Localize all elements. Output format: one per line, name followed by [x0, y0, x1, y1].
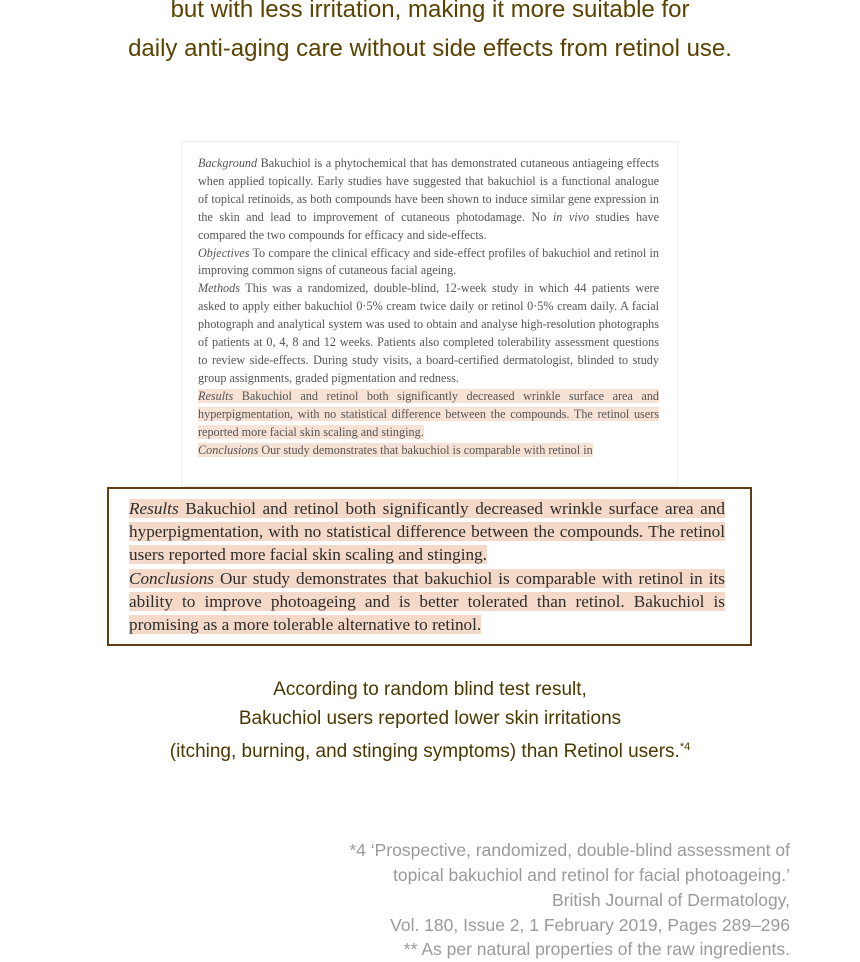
- conclusions-text: Our study demonstrates that bakuchiol is comparable with retinol in: [261, 442, 593, 457]
- claim-line-1: According to random blind test result,: [273, 679, 587, 700]
- objectives-text: To compare the clinical efficacy and side-effect profiles of bakuchiol and retinol in improving common signs of cutaneous facial ageing.: [198, 245, 659, 278]
- reference-line-5: ** As per natural properties of the raw ingredients.: [403, 939, 790, 959]
- abstract-background: [198, 155, 659, 245]
- background-label: Background: [198, 156, 258, 170]
- abstract-conclusions: [198, 442, 659, 460]
- reference-line-2: topical bakuchiol and retinol for facial photoageing.’: [393, 865, 790, 885]
- highlighted-conclusion-box: [107, 487, 752, 646]
- zoom-results-text: Bakuchiol and retinol both significantly decreased wrinkle surface area and hyperpigmentation, with no statistical difference between the compounds. The retinol users reported more facial skin scaling and stinging.: [129, 499, 725, 565]
- abstract-results: [198, 388, 659, 442]
- zoom-conclusions: [129, 567, 725, 637]
- reference-line-3: British Journal of Dermatology,: [552, 890, 790, 910]
- footnote-marker: *4: [679, 741, 691, 753]
- reference-line-1: *4 ‘Prospective, randomized, double-blind assessment of: [349, 840, 790, 860]
- reference-line-4: Vol. 180, Issue 2, 1 February 2019, Pages 289–296: [390, 915, 790, 935]
- background-text-2: studies have compared the two compounds for efficacy and side-effects.: [198, 209, 659, 242]
- paper-abstract-excerpt: [181, 141, 678, 487]
- claim-line-2: Bakuchiol users reported lower skin irritations: [238, 708, 622, 729]
- abstract-objectives: [198, 245, 659, 281]
- objectives-label: Objectives: [198, 245, 250, 260]
- results-text: Bakuchiol and retinol both significantly decreased wrinkle surface area and hyperpigmentation, with no statistical difference between the compounds. The retinol users reported more facial skin scaling and stinging.: [198, 388, 660, 439]
- results-label: Results: [198, 388, 234, 403]
- intro-line-1: but with less irritation, making it more suitable for: [170, 0, 690, 23]
- conclusions-label: Conclusions: [198, 442, 259, 457]
- intro-line-2: daily anti-aging care without side effects from retinol use.: [128, 35, 732, 62]
- zoom-conclusions-label: Conclusions: [129, 568, 214, 588]
- zoom-results-label: Results: [129, 499, 179, 518]
- claim-line-3-text: (itching, burning, and stinging symptoms) than Retinol users.: [169, 741, 680, 762]
- abstract-text: [198, 155, 659, 459]
- abstract-methods: [198, 280, 659, 387]
- zoom-text: [129, 497, 725, 636]
- methods-label: Methods: [198, 281, 240, 296]
- zoom-conclusions-text: Our study demonstrates that bakuchiol is comparable with retinol in its ability to improve photoageing and is better tolerated than retinol. Bakuchiol is promising as a more tolerable alternative to retinol.: [129, 568, 725, 635]
- zoom-results: [129, 497, 725, 567]
- background-text: Bakuchiol is a phytochemical that has demonstrated cutaneous antiageing effects when applied topically. Early studies have suggested that bakuchiol is a functional analogue of topical retinoids, as both compounds have been shown to induce similar gene expression in the skin and lead to improvement of cutaneous photodamage. No: [198, 156, 660, 224]
- methods-text: This was a randomized, double-blind, 12-week study in which 44 patients were asked to apply either bakuchiol 0·5% cream twice daily or retinol 0·5% cream daily. A facial photograph and analytical system was used to obtain and analyse high-resolution photographs of patients at 0, 4, 8 and 12 weeks. Patients also completed tolerability assessment questions to review side-effects. During study visits, a board-certified dermatologist, blinded to study group assignments, graded pigmentation and redness.: [198, 281, 660, 385]
- background-italic: in vivo: [552, 209, 590, 224]
- claim-line-3: [0, 733, 860, 767]
